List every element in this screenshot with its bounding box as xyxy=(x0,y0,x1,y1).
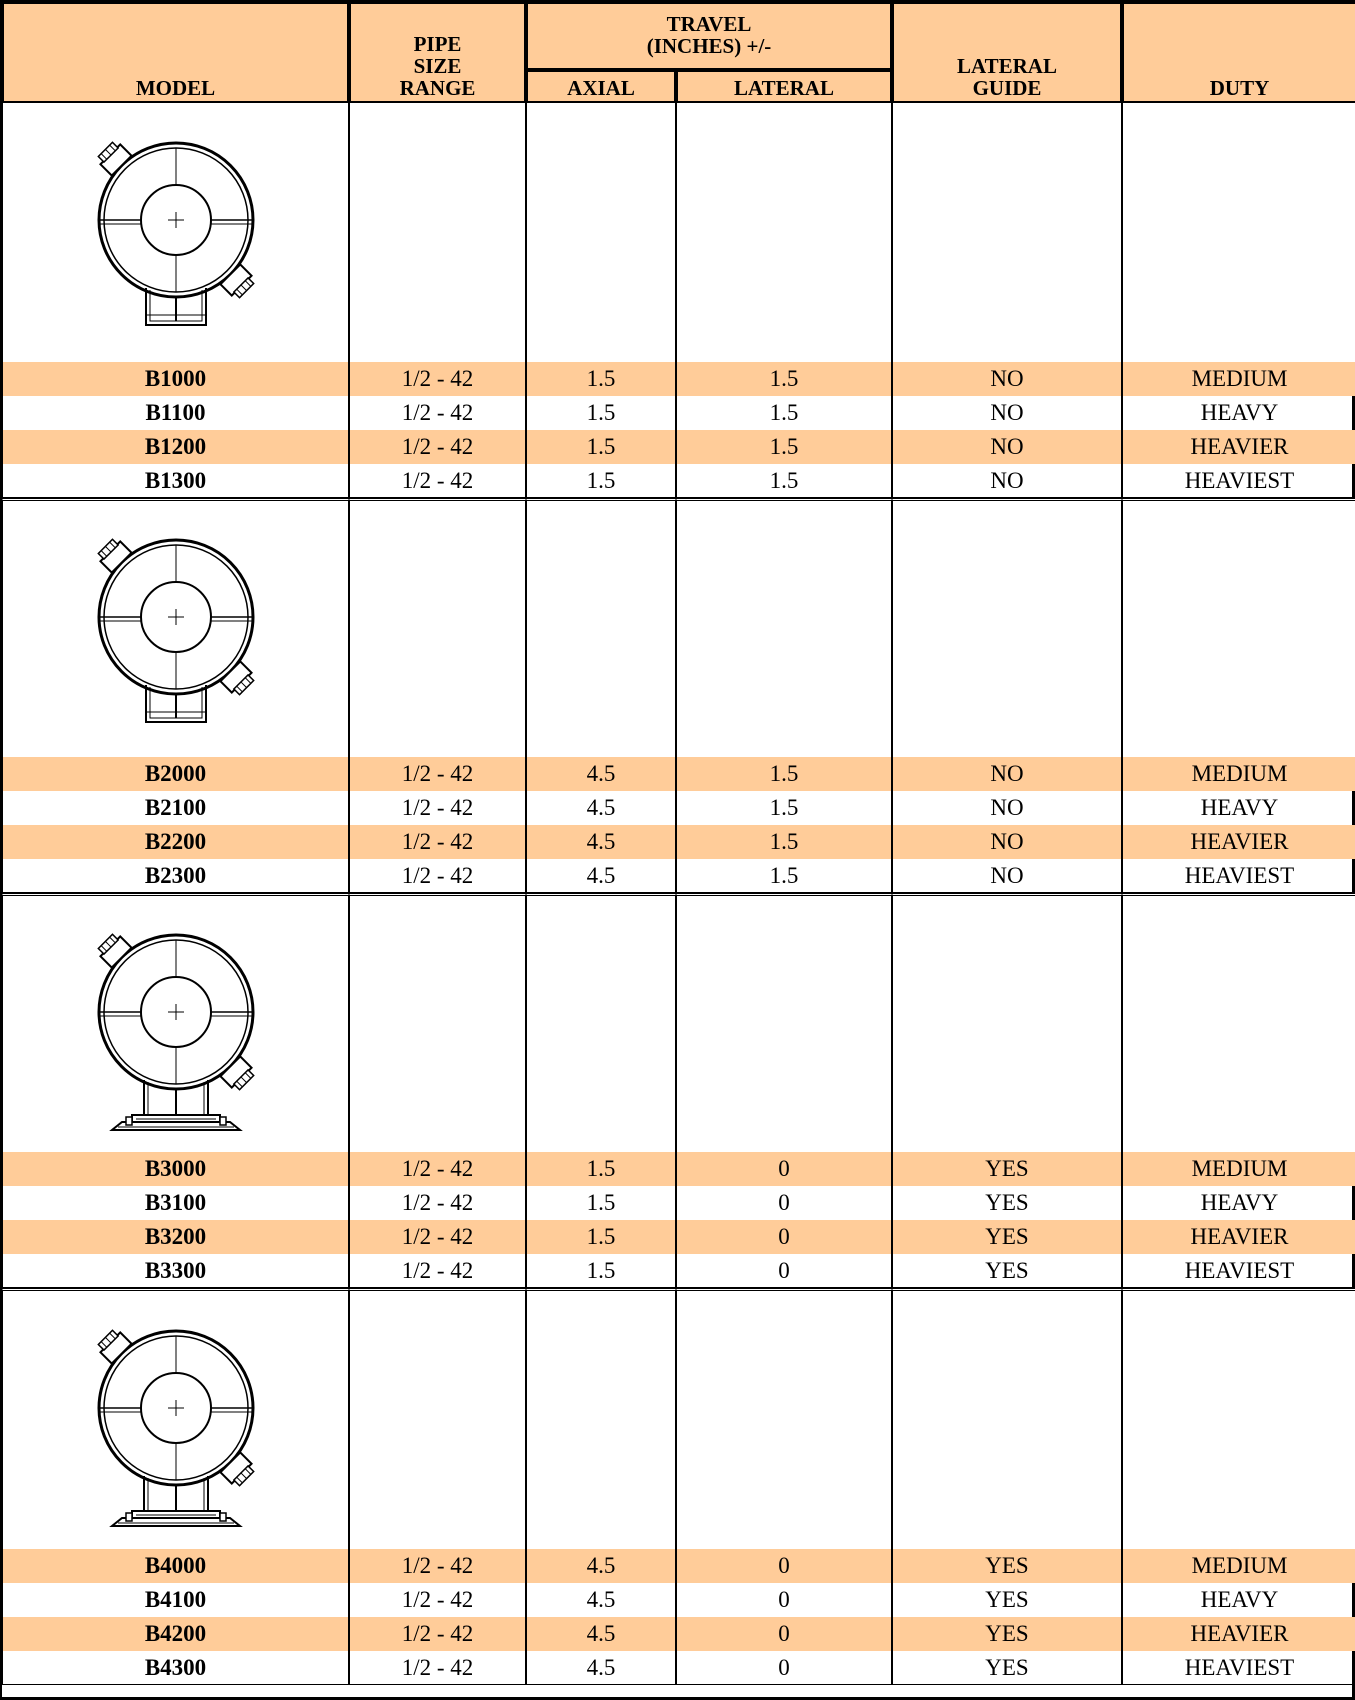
empty-cell xyxy=(676,498,892,757)
empty-cell xyxy=(349,103,526,362)
lateral-travel-cell: 0 xyxy=(676,1651,892,1685)
axial-travel-cell: 4.5 xyxy=(526,1617,676,1651)
lateral-travel-cell: 0 xyxy=(676,1186,892,1220)
model-cell: B2100 xyxy=(2,791,349,825)
pipe-size-range-cell: 1/2 - 42 xyxy=(349,791,526,825)
pipe-size-range-cell: 1/2 - 42 xyxy=(349,1583,526,1617)
axial-travel-cell: 1.5 xyxy=(526,430,676,464)
model-cell: B3000 xyxy=(2,1152,349,1186)
lateral-travel-cell: 1.5 xyxy=(676,362,892,396)
header-duty: DUTY xyxy=(1122,2,1355,103)
lateral-travel-cell: 1.5 xyxy=(676,430,892,464)
lateral-guide-cell: YES xyxy=(892,1617,1122,1651)
lateral-guide-cell: NO xyxy=(892,396,1122,430)
axial-travel-cell: 4.5 xyxy=(526,859,676,893)
pipe-clamp-slide-shoe-icon xyxy=(76,120,276,345)
model-cell: B4200 xyxy=(2,1617,349,1651)
duty-cell: MEDIUM xyxy=(1122,362,1355,396)
pipe-size-range-cell: 1/2 - 42 xyxy=(349,1186,526,1220)
axial-travel-cell: 4.5 xyxy=(526,791,676,825)
duty-cell: HEAVY xyxy=(1122,1186,1355,1220)
product-drawing-cell xyxy=(2,498,349,757)
model-cell: B1100 xyxy=(2,396,349,430)
pipe-size-range-cell: 1/2 - 42 xyxy=(349,1220,526,1254)
header-model: MODEL xyxy=(2,2,349,103)
model-cell: B3300 xyxy=(2,1254,349,1288)
lateral-travel-cell: 0 xyxy=(676,1220,892,1254)
lateral-guide-cell: NO xyxy=(892,757,1122,791)
axial-travel-cell: 1.5 xyxy=(526,1254,676,1288)
pipe-size-range-cell: 1/2 - 42 xyxy=(349,757,526,791)
lateral-guide-cell: NO xyxy=(892,362,1122,396)
duty-cell: HEAVY xyxy=(1122,396,1355,430)
header-lateral-guide-line1: LATERAL xyxy=(957,54,1057,78)
empty-cell xyxy=(349,1288,526,1549)
model-cell: B1200 xyxy=(2,430,349,464)
lateral-travel-cell: 0 xyxy=(676,1617,892,1651)
duty-cell: HEAVIER xyxy=(1122,1220,1355,1254)
axial-travel-cell: 4.5 xyxy=(526,1583,676,1617)
duty-cell: HEAVIER xyxy=(1122,430,1355,464)
lateral-travel-cell: 1.5 xyxy=(676,396,892,430)
pipe-clamp-slide-shoe-icon xyxy=(76,517,276,742)
duty-cell: MEDIUM xyxy=(1122,1152,1355,1186)
lateral-guide-cell: NO xyxy=(892,859,1122,893)
lateral-travel-cell: 1.5 xyxy=(676,464,892,498)
empty-cell xyxy=(892,893,1122,1152)
lateral-guide-cell: NO xyxy=(892,464,1122,498)
product-drawing-cell xyxy=(2,1288,349,1549)
product-drawing-cell xyxy=(2,893,349,1152)
header-range-label: RANGE xyxy=(399,76,476,100)
pipe-size-range-cell: 1/2 - 42 xyxy=(349,859,526,893)
model-cell: B3100 xyxy=(2,1186,349,1220)
model-cell: B4100 xyxy=(2,1583,349,1617)
empty-cell xyxy=(892,498,1122,757)
lateral-travel-cell: 1.5 xyxy=(676,757,892,791)
empty-cell xyxy=(892,103,1122,362)
lateral-guide-cell: NO xyxy=(892,430,1122,464)
axial-travel-cell: 4.5 xyxy=(526,757,676,791)
model-cell: B2300 xyxy=(2,859,349,893)
lateral-travel-cell: 0 xyxy=(676,1583,892,1617)
axial-travel-cell: 4.5 xyxy=(526,825,676,859)
model-cell: B1300 xyxy=(2,464,349,498)
header-axial: AXIAL xyxy=(526,70,676,103)
empty-cell xyxy=(526,103,676,362)
header-lateral: LATERAL xyxy=(676,70,892,103)
pipe-size-range-cell: 1/2 - 42 xyxy=(349,825,526,859)
header-lateral-guide xyxy=(892,2,1122,103)
lateral-guide-cell: NO xyxy=(892,825,1122,859)
empty-cell xyxy=(676,1288,892,1549)
empty-cell xyxy=(676,103,892,362)
lateral-guide-cell: YES xyxy=(892,1254,1122,1288)
axial-travel-cell: 1.5 xyxy=(526,1152,676,1186)
duty-cell: HEAVY xyxy=(1122,1583,1355,1617)
model-cell: B3200 xyxy=(2,1220,349,1254)
pipe-size-range-cell: 1/2 - 42 xyxy=(349,1254,526,1288)
lateral-guide-cell: YES xyxy=(892,1220,1122,1254)
header-lateral-guide-line2: GUIDE xyxy=(972,76,1042,100)
lateral-guide-cell: YES xyxy=(892,1583,1122,1617)
pipe-clamp-guided-shoe-icon xyxy=(76,1308,276,1533)
lateral-travel-cell: 0 xyxy=(676,1549,892,1583)
header-pipe-size-range xyxy=(349,2,526,103)
duty-cell: HEAVY xyxy=(1122,791,1355,825)
duty-cell: HEAVIEST xyxy=(1122,464,1355,498)
pipe-size-range-cell: 1/2 - 42 xyxy=(349,1549,526,1583)
duty-cell: HEAVIER xyxy=(1122,1617,1355,1651)
pipe-clamp-guided-shoe-icon xyxy=(76,912,276,1137)
pipe-size-range-cell: 1/2 - 42 xyxy=(349,396,526,430)
lateral-travel-cell: 0 xyxy=(676,1152,892,1186)
axial-travel-cell: 1.5 xyxy=(526,464,676,498)
lateral-guide-cell: YES xyxy=(892,1651,1122,1685)
axial-travel-cell: 1.5 xyxy=(526,396,676,430)
lateral-guide-cell: YES xyxy=(892,1186,1122,1220)
duty-cell: HEAVIEST xyxy=(1122,859,1355,893)
empty-cell xyxy=(1122,1288,1355,1549)
empty-cell xyxy=(349,893,526,1152)
duty-cell: HEAVIEST xyxy=(1122,1651,1355,1685)
lateral-travel-cell: 1.5 xyxy=(676,791,892,825)
empty-cell xyxy=(1122,893,1355,1152)
pipe-size-range-cell: 1/2 - 42 xyxy=(349,430,526,464)
duty-cell: HEAVIER xyxy=(1122,825,1355,859)
empty-cell xyxy=(892,1288,1122,1549)
empty-cell xyxy=(526,893,676,1152)
header-pipe-label: PIPE xyxy=(413,32,462,56)
pipe-size-range-cell: 1/2 - 42 xyxy=(349,362,526,396)
lateral-travel-cell: 0 xyxy=(676,1254,892,1288)
pipe-size-range-cell: 1/2 - 42 xyxy=(349,1651,526,1685)
product-drawing-cell xyxy=(2,103,349,362)
header-travel-label: TRAVEL xyxy=(666,12,752,36)
duty-cell: MEDIUM xyxy=(1122,757,1355,791)
duty-cell: HEAVIEST xyxy=(1122,1254,1355,1288)
axial-travel-cell: 4.5 xyxy=(526,1549,676,1583)
axial-travel-cell: 4.5 xyxy=(526,1651,676,1685)
header-size-label: SIZE xyxy=(413,54,462,78)
lateral-guide-cell: YES xyxy=(892,1549,1122,1583)
lateral-guide-cell: NO xyxy=(892,791,1122,825)
empty-cell xyxy=(526,498,676,757)
pipe-size-range-cell: 1/2 - 42 xyxy=(349,464,526,498)
model-cell: B2200 xyxy=(2,825,349,859)
lateral-guide-cell: YES xyxy=(892,1152,1122,1186)
axial-travel-cell: 1.5 xyxy=(526,362,676,396)
empty-cell xyxy=(1122,498,1355,757)
axial-travel-cell: 1.5 xyxy=(526,1220,676,1254)
lateral-travel-cell: 1.5 xyxy=(676,859,892,893)
axial-travel-cell: 1.5 xyxy=(526,1186,676,1220)
empty-cell xyxy=(1122,103,1355,362)
model-cell: B2000 xyxy=(2,757,349,791)
empty-cell xyxy=(349,498,526,757)
header-travel-units: (INCHES) +/- xyxy=(646,34,772,58)
pipe-size-range-cell: 1/2 - 42 xyxy=(349,1152,526,1186)
lateral-travel-cell: 1.5 xyxy=(676,825,892,859)
empty-cell xyxy=(526,1288,676,1549)
model-cell: B4000 xyxy=(2,1549,349,1583)
model-cell: B4300 xyxy=(2,1651,349,1685)
empty-cell xyxy=(676,893,892,1152)
header-travel xyxy=(526,2,892,70)
pipe-size-range-cell: 1/2 - 42 xyxy=(349,1617,526,1651)
model-cell: B1000 xyxy=(2,362,349,396)
duty-cell: MEDIUM xyxy=(1122,1549,1355,1583)
